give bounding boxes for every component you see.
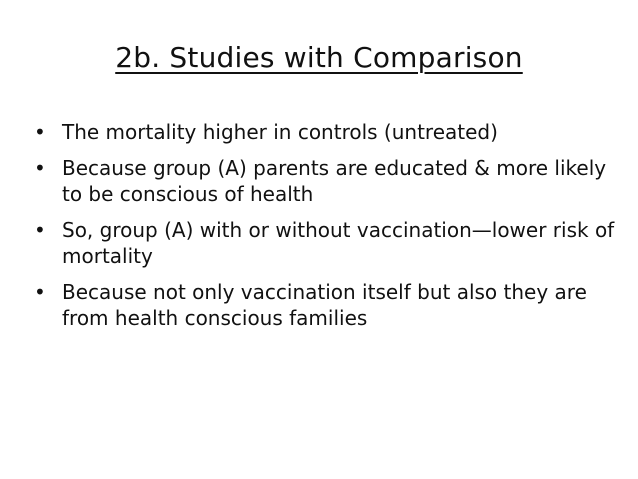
bullet-item — [34, 119, 624, 145]
slide-title — [0, 38, 638, 78]
bullet-text: So, group (A) with or without vaccination—lower risk of mortality — [62, 218, 615, 268]
bullet-item — [34, 279, 624, 331]
slide-title-text: 2b. Studies with Comparison — [115, 41, 523, 74]
bullet-list — [34, 119, 624, 341]
bullet-icon: • — [34, 218, 46, 242]
bullet-icon: • — [34, 120, 46, 144]
bullet-icon: • — [34, 156, 46, 180]
bullet-item — [34, 155, 624, 207]
bullet-text: Because not only vaccination itself but also they are from health conscious families — [62, 280, 587, 330]
bullet-icon: • — [34, 280, 46, 304]
bullet-text: The mortality higher in controls (untreated) — [62, 120, 498, 144]
bullet-item — [34, 217, 624, 269]
bullet-text: Because group (A) parents are educated & more likely to be conscious of health — [62, 156, 607, 206]
